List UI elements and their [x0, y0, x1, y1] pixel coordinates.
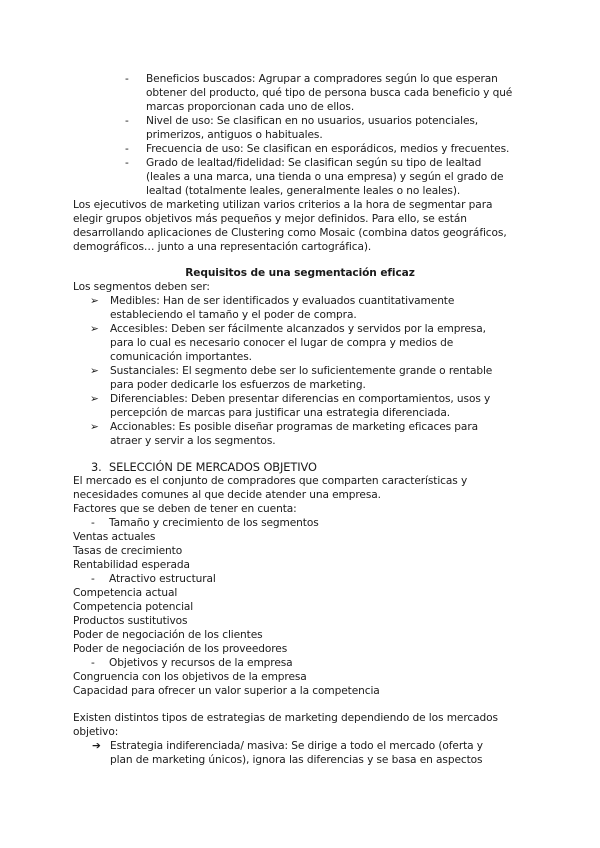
- factor-heading: Atractivo estructural: [109, 573, 216, 585]
- bullet-text: (leales a una marca, una tienda o una empresa) y según el grado de: [146, 171, 504, 183]
- arrow-right-icon: ➔: [92, 740, 101, 752]
- paragraph-line: Existen distintos tipos de estrategias de marketing dependiendo de los mercados: [73, 712, 498, 724]
- factor-item: Tasas de crecimiento: [73, 545, 183, 557]
- arrow-bullet-icon: ➢: [90, 323, 99, 335]
- bullet-marker: -: [125, 157, 129, 169]
- list-item-text: Medibles: Han de ser identificados y evaluados cuantitativamente: [110, 295, 455, 307]
- factor-item: Congruencia con los objetivos de la empresa: [73, 671, 307, 683]
- bullet-marker: -: [125, 115, 129, 127]
- arrow-bullet-icon: ➢: [90, 295, 99, 307]
- list-item-text: Estrategia indiferenciada/ masiva: Se dirige a todo el mercado (oferta y: [110, 740, 483, 752]
- bullet-marker: -: [125, 143, 129, 155]
- list-item-text: para poder dedicarle los esfuerzos de marketing.: [110, 379, 366, 391]
- paragraph-line: Los segmentos deben ser:: [73, 281, 210, 293]
- list-item-text: atraer y servir a los segmentos.: [110, 435, 276, 447]
- list-item-text: comunicación importantes.: [110, 351, 252, 363]
- list-item-text: Diferenciables: Deben presentar diferencias en comportamientos, usos y: [110, 393, 491, 405]
- factor-item: Competencia potencial: [73, 601, 194, 613]
- bullet-text: Nivel de uso: Se clasifican en no usuarios, usuarios potenciales,: [146, 115, 479, 127]
- bullet-text: lealtad (totalmente leales, generalmente leales o no leales).: [146, 185, 461, 197]
- paragraph-line: Los ejecutivos de marketing utilizan varios criterios a la hora de segmentar para: [73, 199, 493, 211]
- list-item-text: para lo cual es necesario conocer el lugar de compra y medios de: [110, 337, 454, 349]
- list-item-text: Accionables: Es posible diseñar programas de marketing eficaces para: [110, 421, 478, 433]
- factor-item: Rentabilidad esperada: [73, 559, 190, 571]
- arrow-bullet-icon: ➢: [90, 421, 99, 433]
- arrow-bullet-icon: ➢: [90, 393, 99, 405]
- bullet-text: marcas proporcionan cada uno de ellos.: [146, 101, 355, 113]
- bullet-marker: -: [91, 573, 95, 585]
- bullet-text: Grado de lealtad/fidelidad: Se clasifican según su tipo de lealtad: [146, 157, 482, 169]
- bullet-marker: -: [91, 657, 95, 669]
- factor-item: Capacidad para ofrecer un valor superior a la competencia: [73, 685, 380, 697]
- arrow-bullet-icon: ➢: [90, 365, 99, 377]
- paragraph-line: elegir grupos objetivos más pequeños y mejor definidos. Para ello, se están: [73, 213, 467, 225]
- paragraph-line: Factores que se deben de tener en cuenta:: [73, 503, 297, 515]
- bullet-marker: -: [125, 73, 129, 85]
- factor-item: Ventas actuales: [73, 531, 156, 543]
- section-title: SELECCIÓN DE MERCADOS OBJETIVO: [109, 460, 317, 474]
- paragraph-line: necesidades comunes al que decide atender una empresa.: [73, 489, 381, 501]
- paragraph-line: demográficos… junto a una representación cartográfica).: [73, 241, 372, 253]
- list-item-text: percepción de marcas para justificar una estrategia diferenciada.: [110, 407, 451, 419]
- section-heading: Requisitos de una segmentación eficaz: [185, 267, 415, 279]
- factor-heading: Objetivos y recursos de la empresa: [109, 657, 293, 669]
- list-item-text: estableciendo el tamaño y el poder de compra.: [110, 309, 357, 321]
- bullet-text: Beneficios buscados: Agrupar a compradores según lo que esperan: [146, 73, 498, 85]
- paragraph-line: El mercado es el conjunto de compradores que comparten características y: [73, 475, 468, 487]
- paragraph-line: desarrollando aplicaciones de Clustering como Mosaic (combina datos geográficos,: [73, 227, 507, 239]
- paragraph-line: objetivo:: [73, 726, 119, 738]
- bullet-text: obtener del producto, qué tipo de persona busca cada beneficio y qué: [146, 87, 513, 99]
- list-item-text: plan de marketing únicos), ignora las diferencias y se basa en aspectos: [110, 754, 483, 766]
- factor-item: Productos sustitutivos: [73, 615, 188, 627]
- list-item-text: Sustanciales: El segmento debe ser lo suficientemente grande o rentable: [110, 365, 493, 377]
- bullet-text: primerizos, antiguos o habituales.: [146, 129, 323, 141]
- section-number: 3.: [91, 460, 102, 474]
- factor-item: Poder de negociación de los clientes: [73, 629, 263, 641]
- bullet-marker: -: [91, 517, 95, 529]
- factor-heading: Tamaño y crecimiento de los segmentos: [109, 517, 319, 529]
- factor-item: Competencia actual: [73, 587, 178, 599]
- bullet-text: Frecuencia de uso: Se clasifican en esporádicos, medios y frecuentes.: [146, 143, 510, 155]
- factor-item: Poder de negociación de los proveedores: [73, 643, 288, 655]
- list-item-text: Accesibles: Deben ser fácilmente alcanzados y servidos por la empresa,: [110, 323, 486, 335]
